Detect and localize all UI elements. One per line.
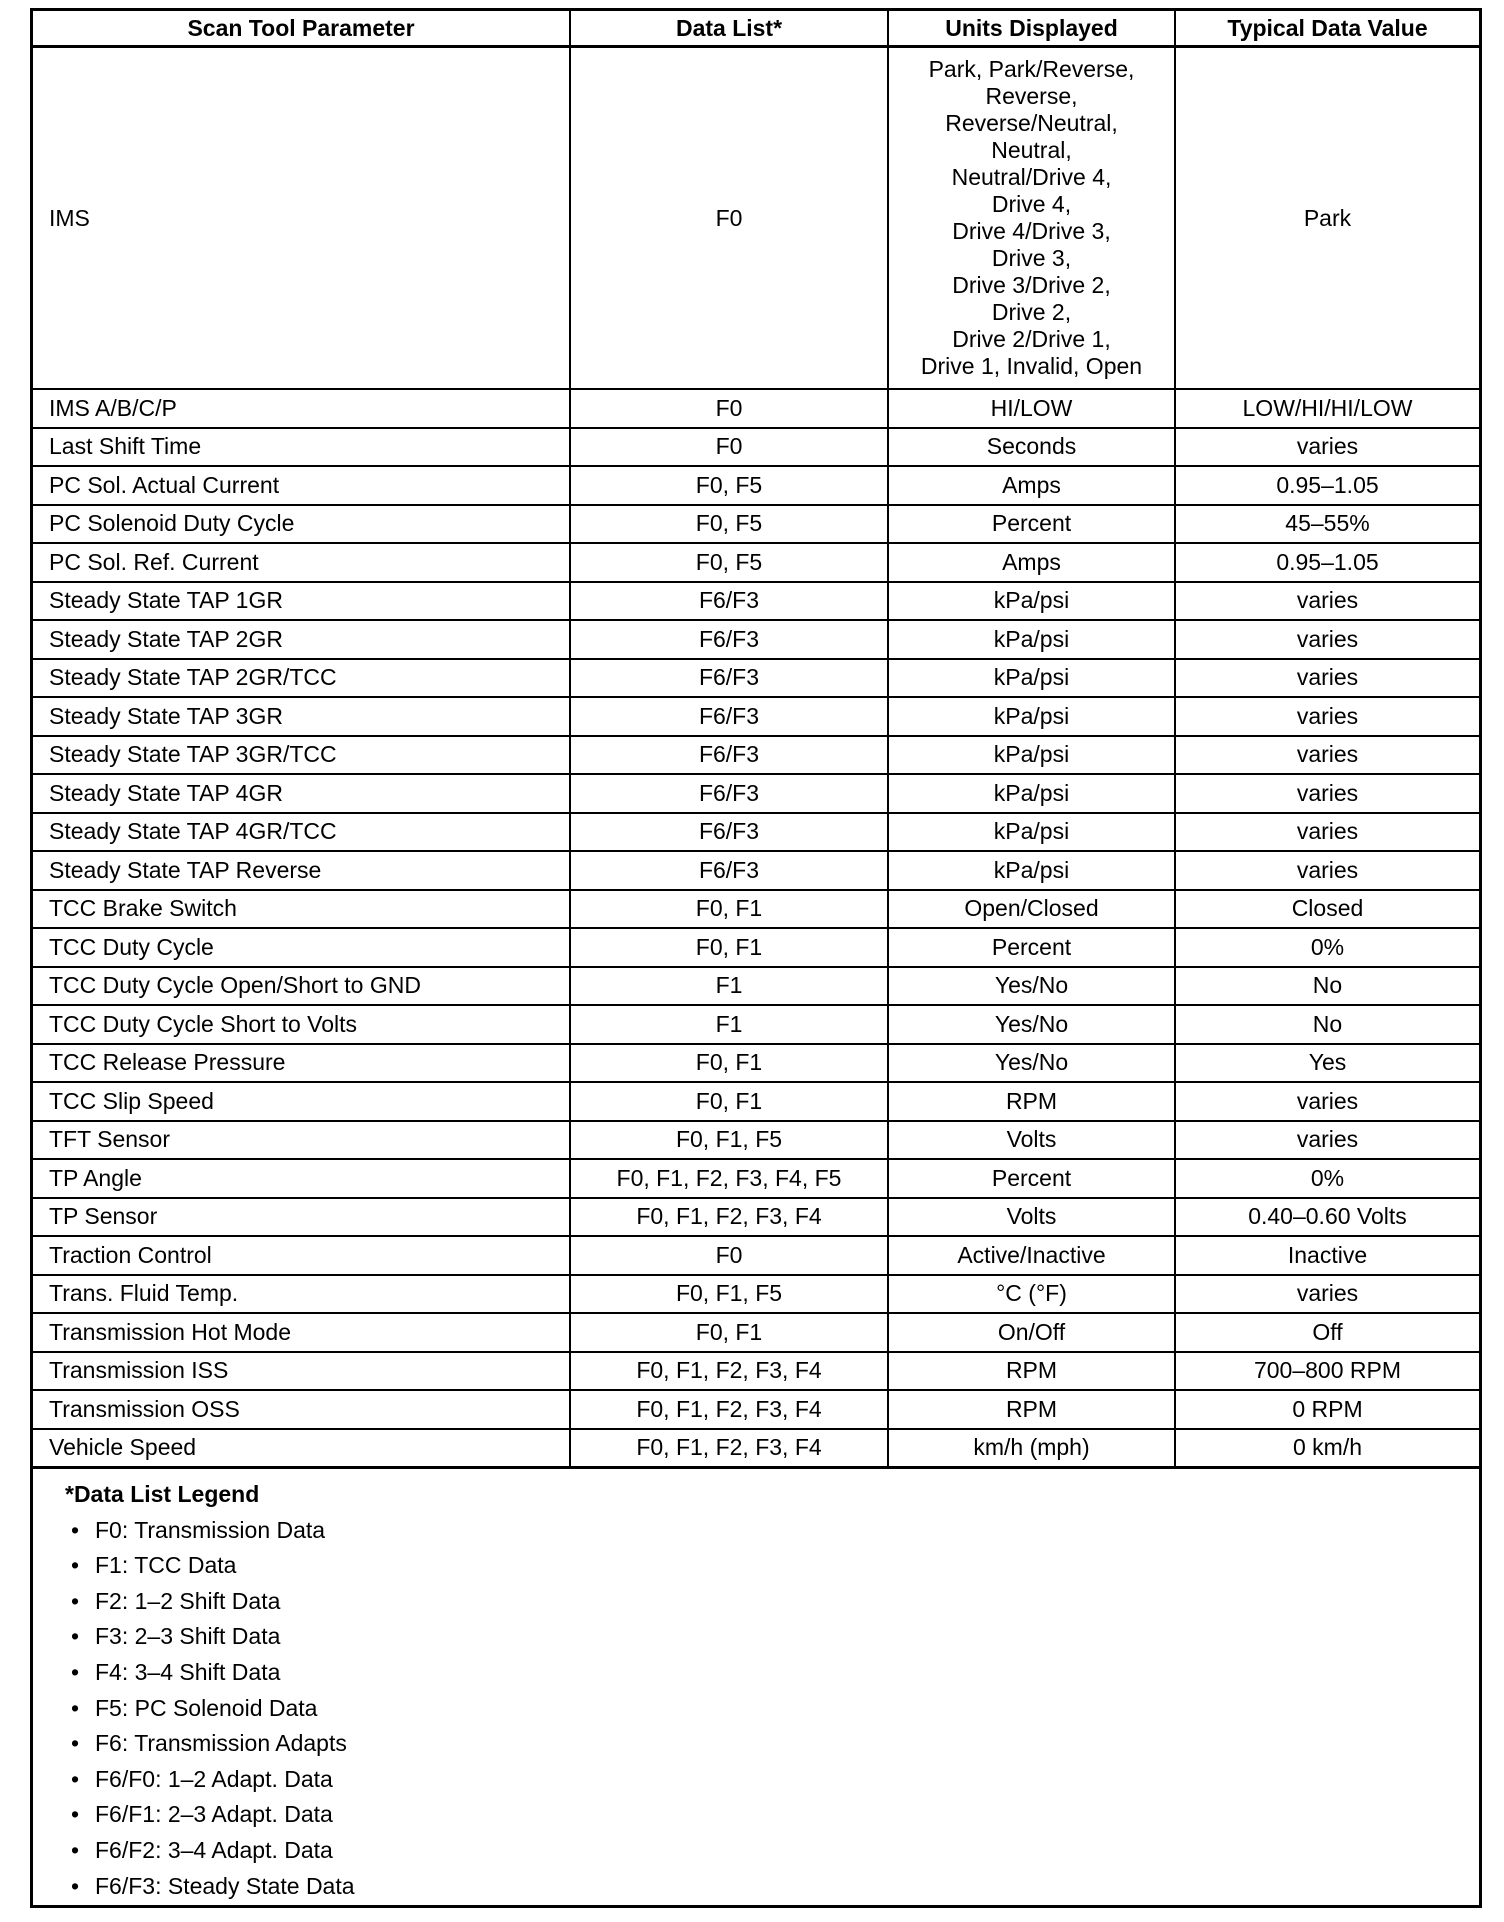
table-row — [33, 620, 1479, 659]
cell-units: Yes/No — [888, 1044, 1175, 1083]
cell-param: Steady State TAP 2GR/TCC — [33, 659, 570, 698]
table-row — [33, 543, 1479, 582]
cell-typical: Yes — [1175, 1044, 1479, 1083]
units-line: Neutral/Drive 4, — [951, 164, 1112, 190]
legend-row — [33, 1467, 1479, 1904]
table-row — [33, 813, 1479, 852]
cell-data-list: F0, F1 — [570, 1044, 888, 1083]
cell-units: RPM — [888, 1390, 1175, 1429]
cell-data-list: F0, F1 — [570, 890, 888, 929]
units-line: Park, Park/Reverse, — [928, 56, 1135, 82]
cell-units: Amps — [888, 466, 1175, 505]
cell-data-list: F0, F1, F2, F3, F4, F5 — [570, 1159, 888, 1198]
table-row — [33, 1005, 1479, 1044]
cell-typical: varies — [1175, 620, 1479, 659]
table-row — [33, 1121, 1479, 1160]
table-row — [33, 1352, 1479, 1391]
bullet-icon: • — [71, 1516, 80, 1543]
table-row — [33, 736, 1479, 775]
cell-data-list: F6/F3 — [570, 697, 888, 736]
cell-data-list: F0, F1 — [570, 1313, 888, 1352]
units-line: Drive 3, — [991, 245, 1072, 271]
units-line: Drive 3/Drive 2, — [952, 272, 1111, 298]
cell-units: kPa/psi — [888, 813, 1175, 852]
table-row — [33, 1275, 1479, 1314]
units-line: Drive 4, — [991, 191, 1072, 217]
cell-param: PC Sol. Actual Current — [33, 466, 570, 505]
cell-param: TFT Sensor — [33, 1121, 570, 1160]
cell-param: Steady State TAP 1GR — [33, 582, 570, 621]
cell-typical: varies — [1175, 582, 1479, 621]
bullet-icon: • — [71, 1836, 80, 1863]
legend-item-text: F6: Transmission Adapts — [95, 1730, 347, 1757]
cell-units: Seconds — [888, 428, 1175, 467]
units-line: Reverse, — [985, 83, 1078, 109]
table-row — [33, 774, 1479, 813]
cell-param: Transmission ISS — [33, 1352, 570, 1391]
cell-units: kPa/psi — [888, 774, 1175, 813]
legend-item — [69, 1762, 1479, 1798]
units-line: Neutral, — [991, 137, 1072, 163]
cell-typical: varies — [1175, 851, 1479, 890]
cell-typical: varies — [1175, 813, 1479, 852]
legend-item — [69, 1655, 1479, 1691]
cell-units: kPa/psi — [888, 736, 1175, 775]
header-data-list: Data List* — [570, 11, 888, 47]
cell-data-list: F6/F3 — [570, 659, 888, 698]
legend-item — [69, 1691, 1479, 1727]
table-row — [33, 1159, 1479, 1198]
cell-param: TCC Duty Cycle Short to Volts — [33, 1005, 570, 1044]
cell-typical: 0% — [1175, 1159, 1479, 1198]
cell-typical: 0 RPM — [1175, 1390, 1479, 1429]
bullet-icon: • — [71, 1872, 80, 1899]
cell-units: Percent — [888, 505, 1175, 544]
legend-item — [69, 1833, 1479, 1869]
cell-typical: varies — [1175, 1121, 1479, 1160]
cell-units: RPM — [888, 1352, 1175, 1391]
cell-param: Steady State TAP 4GR — [33, 774, 570, 813]
cell-typical: varies — [1175, 774, 1479, 813]
cell-data-list: F0 — [570, 47, 888, 390]
table-row-ims — [33, 47, 1479, 390]
cell-typical: 0.95–1.05 — [1175, 466, 1479, 505]
cell-param: TCC Release Pressure — [33, 1044, 570, 1083]
cell-typical: Park — [1175, 47, 1479, 390]
cell-units-multiline — [888, 47, 1175, 390]
legend-item — [69, 1726, 1479, 1762]
cell-units: Open/Closed — [888, 890, 1175, 929]
units-line: Drive 2/Drive 1, — [952, 326, 1111, 352]
bullet-icon: • — [71, 1730, 80, 1757]
table-row — [33, 1429, 1479, 1468]
units-line: Reverse/Neutral, — [945, 110, 1118, 136]
legend-item — [69, 1584, 1479, 1620]
cell-units: Amps — [888, 543, 1175, 582]
legend-body — [33, 1467, 1479, 1904]
legend-item — [69, 1869, 1479, 1905]
cell-typical: varies — [1175, 1275, 1479, 1314]
header-units-displayed: Units Displayed — [888, 11, 1175, 47]
data-list-legend — [33, 1468, 1479, 1904]
cell-typical: 0 km/h — [1175, 1429, 1479, 1468]
header-typical-data-value: Typical Data Value — [1175, 11, 1479, 47]
cell-data-list: F0 — [570, 428, 888, 467]
cell-units: Volts — [888, 1121, 1175, 1160]
cell-typical: 700–800 RPM — [1175, 1352, 1479, 1391]
cell-units: kPa/psi — [888, 697, 1175, 736]
legend-list — [69, 1513, 1479, 1905]
units-line: Drive 4/Drive 3, — [952, 218, 1111, 244]
cell-param: Steady State TAP 2GR — [33, 620, 570, 659]
cell-data-list: F0 — [570, 389, 888, 428]
table-header — [33, 11, 1479, 47]
legend-title: *Data List Legend — [65, 1481, 260, 1507]
cell-param: IMS A/B/C/P — [33, 389, 570, 428]
cell-param: Vehicle Speed — [33, 1429, 570, 1468]
table-row — [33, 1313, 1479, 1352]
cell-typical: 0.95–1.05 — [1175, 543, 1479, 582]
cell-data-list: F0, F5 — [570, 543, 888, 582]
cell-data-list: F0, F1, F2, F3, F4 — [570, 1429, 888, 1468]
header-scan-tool-parameter: Scan Tool Parameter — [33, 11, 570, 47]
legend-item — [69, 1513, 1479, 1549]
cell-data-list: F6/F3 — [570, 774, 888, 813]
legend-item-text: F5: PC Solenoid Data — [95, 1694, 318, 1721]
cell-typical: varies — [1175, 428, 1479, 467]
legend-item-text: F2: 1–2 Shift Data — [95, 1587, 281, 1614]
cell-data-list: F1 — [570, 967, 888, 1006]
bullet-icon: • — [71, 1623, 80, 1650]
cell-data-list: F0, F5 — [570, 466, 888, 505]
legend-item-text: F1: TCC Data — [95, 1552, 237, 1579]
table-row — [33, 851, 1479, 890]
legend-item-text: F3: 2–3 Shift Data — [95, 1623, 281, 1650]
table-row — [33, 1236, 1479, 1275]
table-row — [33, 967, 1479, 1006]
cell-typical: No — [1175, 967, 1479, 1006]
legend-item-text: F6/F3: Steady State Data — [95, 1872, 355, 1899]
cell-typical: 0% — [1175, 928, 1479, 967]
cell-data-list: F6/F3 — [570, 582, 888, 621]
cell-units: Active/Inactive — [888, 1236, 1175, 1275]
legend-cell — [33, 1467, 1479, 1904]
legend-item-text: F4: 3–4 Shift Data — [95, 1658, 281, 1685]
cell-units: Percent — [888, 928, 1175, 967]
bullet-icon: • — [71, 1587, 80, 1614]
cell-data-list: F0, F1 — [570, 928, 888, 967]
table-row — [33, 1044, 1479, 1083]
bullet-icon: • — [71, 1658, 80, 1685]
legend-item-text: F0: Transmission Data — [95, 1516, 326, 1543]
cell-units: HI/LOW — [888, 389, 1175, 428]
cell-param: Steady State TAP 3GR — [33, 697, 570, 736]
cell-data-list: F0, F1, F2, F3, F4 — [570, 1352, 888, 1391]
cell-param: Trans. Fluid Temp. — [33, 1275, 570, 1314]
cell-units: Yes/No — [888, 1005, 1175, 1044]
legend-item — [69, 1797, 1479, 1833]
cell-typical: Closed — [1175, 890, 1479, 929]
cell-param: PC Sol. Ref. Current — [33, 543, 570, 582]
table-row — [33, 466, 1479, 505]
cell-units: RPM — [888, 1082, 1175, 1121]
bullet-icon: • — [71, 1801, 80, 1828]
cell-units: On/Off — [888, 1313, 1175, 1352]
scan-tool-data-table — [33, 11, 1479, 1904]
cell-data-list: F0, F1, F5 — [570, 1275, 888, 1314]
table-row — [33, 389, 1479, 428]
legend-item-text: F6/F2: 3–4 Adapt. Data — [95, 1836, 333, 1863]
cell-param: Transmission OSS — [33, 1390, 570, 1429]
cell-units: Yes/No — [888, 967, 1175, 1006]
cell-units: kPa/psi — [888, 620, 1175, 659]
cell-typical: 45–55% — [1175, 505, 1479, 544]
cell-param: TCC Brake Switch — [33, 890, 570, 929]
cell-param: Steady State TAP Reverse — [33, 851, 570, 890]
table-row — [33, 928, 1479, 967]
legend-item — [69, 1619, 1479, 1655]
cell-units: Percent — [888, 1159, 1175, 1198]
table-row — [33, 697, 1479, 736]
units-line: Drive 2, — [991, 299, 1072, 325]
cell-param: PC Solenoid Duty Cycle — [33, 505, 570, 544]
legend-item — [69, 1548, 1479, 1584]
header-row — [33, 11, 1479, 47]
units-line: Drive 1, Invalid, Open — [920, 353, 1143, 379]
bullet-icon: • — [71, 1552, 80, 1579]
table-row — [33, 1390, 1479, 1429]
legend-item-text: F6/F1: 2–3 Adapt. Data — [95, 1801, 333, 1828]
cell-data-list: F0, F1, F2, F3, F4 — [570, 1198, 888, 1237]
cell-param: TP Sensor — [33, 1198, 570, 1237]
cell-data-list: F6/F3 — [570, 851, 888, 890]
cell-typical: LOW/HI/HI/LOW — [1175, 389, 1479, 428]
cell-typical: No — [1175, 1005, 1479, 1044]
cell-param: Steady State TAP 4GR/TCC — [33, 813, 570, 852]
cell-param: IMS — [33, 47, 570, 390]
cell-typical: varies — [1175, 697, 1479, 736]
table-body — [33, 47, 1479, 1468]
cell-typical: varies — [1175, 1082, 1479, 1121]
cell-param: Last Shift Time — [33, 428, 570, 467]
cell-units: kPa/psi — [888, 582, 1175, 621]
table-row — [33, 582, 1479, 621]
cell-data-list: F0, F1, F5 — [570, 1121, 888, 1160]
table-row — [33, 1198, 1479, 1237]
cell-units: kPa/psi — [888, 851, 1175, 890]
cell-data-list: F0 — [570, 1236, 888, 1275]
cell-data-list: F6/F3 — [570, 620, 888, 659]
cell-typical: Off — [1175, 1313, 1479, 1352]
table-row — [33, 428, 1479, 467]
cell-param: TCC Slip Speed — [33, 1082, 570, 1121]
cell-param: TCC Duty Cycle — [33, 928, 570, 967]
table-row — [33, 505, 1479, 544]
cell-param: Steady State TAP 3GR/TCC — [33, 736, 570, 775]
cell-data-list: F1 — [570, 1005, 888, 1044]
cell-data-list: F6/F3 — [570, 813, 888, 852]
cell-units: km/h (mph) — [888, 1429, 1175, 1468]
table-row — [33, 659, 1479, 698]
cell-param: Transmission Hot Mode — [33, 1313, 570, 1352]
cell-param: Traction Control — [33, 1236, 570, 1275]
bullet-icon: • — [71, 1694, 80, 1721]
scan-tool-data-sheet — [30, 8, 1482, 1908]
cell-typical: varies — [1175, 659, 1479, 698]
bullet-icon: • — [71, 1765, 80, 1792]
table-row — [33, 890, 1479, 929]
cell-typical: 0.40–0.60 Volts — [1175, 1198, 1479, 1237]
cell-typical: varies — [1175, 736, 1479, 775]
cell-data-list: F0, F1, F2, F3, F4 — [570, 1390, 888, 1429]
legend-item-text: F6/F0: 1–2 Adapt. Data — [95, 1765, 333, 1792]
cell-data-list: F0, F1 — [570, 1082, 888, 1121]
cell-units: kPa/psi — [888, 659, 1175, 698]
cell-param: TP Angle — [33, 1159, 570, 1198]
cell-units: °C (°F) — [888, 1275, 1175, 1314]
cell-param: TCC Duty Cycle Open/Short to GND — [33, 967, 570, 1006]
cell-units: Volts — [888, 1198, 1175, 1237]
cell-data-list: F0, F5 — [570, 505, 888, 544]
table-row — [33, 1082, 1479, 1121]
cell-typical: Inactive — [1175, 1236, 1479, 1275]
cell-data-list: F6/F3 — [570, 736, 888, 775]
